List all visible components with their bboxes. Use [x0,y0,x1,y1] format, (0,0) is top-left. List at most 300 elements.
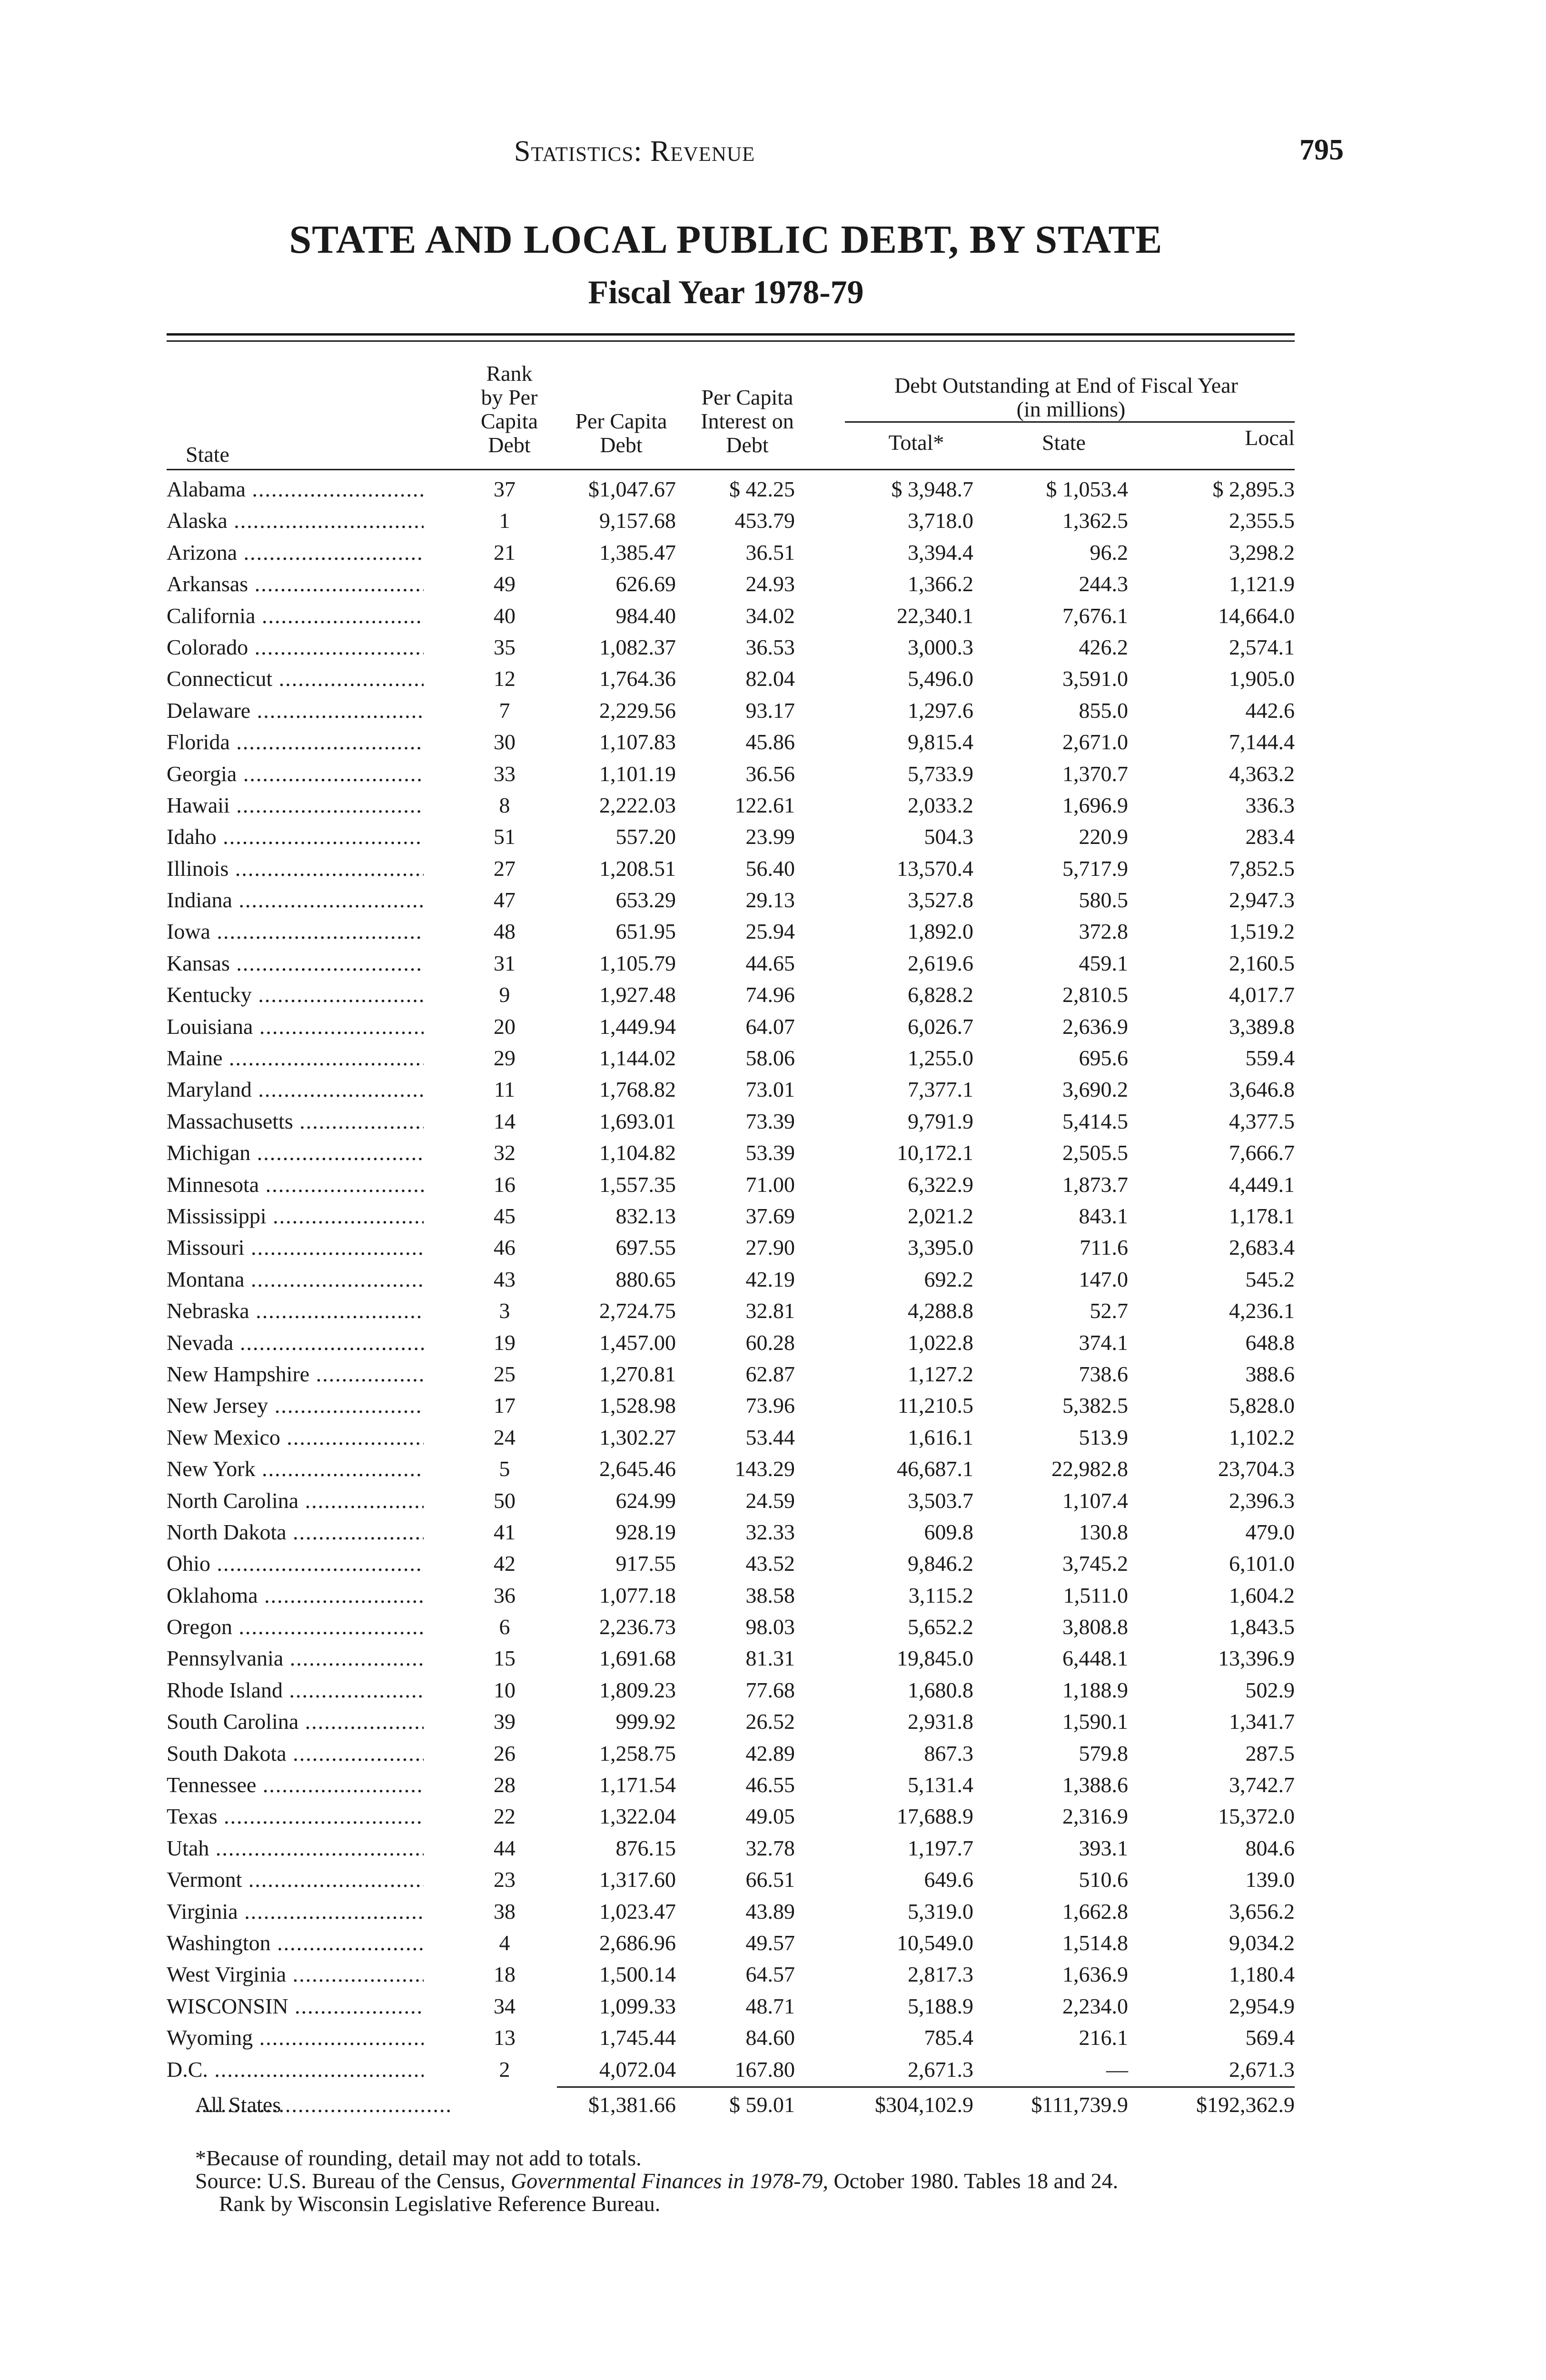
cell-total: 785.4 [924,2025,973,2050]
cell-local: 4,236.1 [1229,1299,1295,1323]
cell-rank: 5 [499,1457,510,1481]
cell-rank: 13 [494,2025,515,2050]
cell-state: Washington ..... [167,1930,424,1955]
cell-rank: 14 [494,1109,515,1133]
table-row [0,2022,1546,2053]
cell-state-amount: 513.9 [1079,1425,1128,1449]
cell-state-amount: 52.7 [1090,1299,1128,1323]
cell-total: 1,255.0 [908,1046,973,1071]
cell-per-capita-debt: 1,144.02 [599,1046,676,1071]
cell-per-capita-debt: 1,107.83 [599,730,676,754]
table-row [0,1042,1546,1074]
table-row [0,1675,1546,1706]
cell-state: Maine ..... [167,1045,424,1071]
cell-state: California ..... [167,603,424,628]
cell-per-capita-debt: 1,023.47 [599,1899,676,1924]
cell-state: South Dakota ..... [167,1741,424,1766]
cell-state: West Virginia ..... [167,1962,424,1987]
cell-rank: 26 [494,1741,515,1765]
cell-per-capita-debt: 1,099.33 [599,1993,676,2018]
cell-state-amount: 711.6 [1080,1235,1128,1260]
header-per-capita-debt: Per Capita Debt [575,409,667,457]
cell-local: 1,604.2 [1229,1583,1295,1607]
cell-state: New Jersey ..... [167,1393,424,1418]
totals-rule [557,2086,1295,2088]
table-row [0,1422,1546,1453]
cell-total: 1,892.0 [908,919,973,944]
cell-rank: 6 [499,1615,510,1639]
cell-total: 22,340.1 [897,603,973,628]
cell-per-capita-interest: 43.89 [745,1899,795,1924]
cell-per-capita-debt: 2,229.56 [599,698,676,723]
cell-local: 7,666.7 [1229,1140,1295,1165]
cell-local: 2,355.5 [1229,508,1295,533]
cell-total: 46,687.1 [897,1457,973,1481]
cell-rank: 20 [494,1014,515,1039]
cell-rank: 24 [494,1425,515,1449]
cell-per-capita-debt: 2,645.46 [599,1457,676,1481]
cell-local: 15,372.0 [1218,1804,1295,1829]
table-row [0,1011,1546,1042]
cell-local: 3,646.8 [1229,1077,1295,1102]
cell-total: 3,000.3 [908,635,973,659]
cell-per-capita-debt: 1,208.51 [599,856,676,881]
cell-per-capita-interest: 25.94 [745,919,795,944]
cell-total: 3,115.2 [908,1583,973,1607]
cell-local: 1,121.9 [1229,572,1295,596]
cell-per-capita-interest: 36.51 [745,540,795,565]
cell-per-capita-debt: 557.20 [615,824,676,849]
table-row [0,537,1546,568]
cell-state-amount: 1,696.9 [1062,793,1128,817]
cell-total: 6,828.2 [908,982,973,1007]
cell-per-capita-debt: 1,302.27 [599,1425,676,1449]
cell-per-capita-interest: 58.06 [745,1046,795,1071]
cell-rank: 7 [499,698,510,723]
table-row [0,790,1546,821]
cell-state-amount: 1,636.9 [1062,1962,1128,1987]
cell-local: 502.9 [1245,1677,1295,1702]
cell-total: 1,616.1 [908,1425,973,1449]
cell-local: $ 2,895.3 [1212,477,1295,501]
cell-total: 7,377.1 [908,1077,973,1102]
cell-total: 1,127.2 [908,1361,973,1386]
cell-local: 4,017.7 [1229,982,1295,1007]
table-row [0,1264,1546,1295]
cell-rank: 38 [494,1899,515,1924]
cell-local: 559.4 [1245,1046,1295,1071]
cell-total: 6,322.9 [908,1172,973,1197]
cell-state: Virginia ..... [167,1899,424,1924]
cell-state-amount: 130.8 [1079,1519,1128,1544]
cell-state-amount: 147.0 [1079,1267,1128,1291]
cell-local: 4,449.1 [1229,1172,1295,1197]
cell-per-capita-debt: 1,171.54 [599,1773,676,1797]
totals-label: All States ..... [195,2092,452,2117]
cell-per-capita-debt: 832.13 [615,1203,676,1228]
cell-total: 609.8 [924,1519,973,1544]
cell-state: New Hampshire ..... [167,1361,424,1387]
header-in-millions: (in millions) [1016,397,1126,421]
cell-state-amount: 579.8 [1079,1741,1128,1765]
cell-state-amount: 2,316.9 [1062,1804,1128,1829]
table-row [0,1137,1546,1169]
cell-local: 2,947.3 [1229,888,1295,912]
cell-per-capita-debt: 2,222.03 [599,793,676,817]
cell-per-capita-interest: 53.44 [745,1425,795,1449]
footnote-rank-source: Rank by Wisconsin Legislative Reference Bureau. [219,2192,661,2216]
cell-state-amount: 2,810.5 [1062,982,1128,1007]
cell-state: North Carolina ..... [167,1488,424,1513]
header-state: State [186,442,229,466]
cell-state-amount: — [1106,2057,1128,2082]
cell-local: 2,160.5 [1229,951,1295,975]
table-row [0,1643,1546,1674]
cell-local: 9,034.2 [1229,1930,1295,1955]
cell-per-capita-interest: 36.53 [745,635,795,659]
table-row [0,1706,1546,1737]
cell-local: 648.8 [1245,1330,1295,1355]
page-number: 795 [1299,134,1344,166]
cell-state: Alaska ..... [167,508,424,533]
cell-local: 336.3 [1245,793,1295,817]
cell-state: South Carolina ..... [167,1709,424,1734]
cell-state: Wyoming ..... [167,2025,424,2050]
cell-per-capita-debt: 2,724.75 [599,1299,676,1323]
cell-total: 4,288.8 [908,1299,973,1323]
cell-total: 2,817.3 [908,1962,973,1987]
cell-total: 5,131.4 [908,1773,973,1797]
cell-per-capita-interest: 32.33 [745,1519,795,1544]
cell-state-amount: 1,873.7 [1062,1172,1128,1197]
cell-state-amount: 2,234.0 [1062,1993,1128,2018]
cell-rank: 40 [494,603,515,628]
cell-per-capita-interest: 82.04 [745,666,795,691]
table-row [0,2054,1546,2085]
table-row [0,1327,1546,1359]
cell-per-capita-debt: 1,449.94 [599,1014,676,1039]
cell-local: 1,905.0 [1229,666,1295,691]
cell-state-amount: 96.2 [1090,540,1128,565]
cell-local: 2,574.1 [1229,635,1295,659]
cell-state: Louisiana ..... [167,1014,424,1039]
cell-local: 4,377.5 [1229,1109,1295,1133]
table-row [0,1864,1546,1895]
cell-per-capita-interest: 42.19 [745,1267,795,1291]
cell-per-capita-interest: 122.61 [734,793,795,817]
cell-state-amount: 843.1 [1079,1203,1128,1228]
cell-rank: 23 [494,1867,515,1892]
cell-state-amount: 695.6 [1079,1046,1128,1071]
cell-rank: 46 [494,1235,515,1260]
cell-local: 388.6 [1245,1361,1295,1386]
cell-local: 804.6 [1245,1835,1295,1860]
footnote-rounding: *Because of rounding, detail may not add to totals. [195,2146,642,2170]
cell-per-capita-interest: 44.65 [745,951,795,975]
table-row [0,1390,1546,1421]
cell-per-capita-debt: 1,745.44 [599,2025,676,2050]
cell-state-amount: 1,362.5 [1062,508,1128,533]
cell-local: 545.2 [1245,1267,1295,1291]
cell-state: Iowa ..... [167,919,424,944]
cell-per-capita-debt: 1,385.47 [599,540,676,565]
cell-state: Rhode Island ..... [167,1677,424,1703]
cell-per-capita-interest: 32.81 [745,1299,795,1323]
table-row [0,758,1546,790]
cell-total: 5,733.9 [908,761,973,786]
cell-state: Georgia ..... [167,761,424,786]
cell-state: Kansas ..... [167,951,424,976]
table-row [0,1801,1546,1832]
cell-total: 10,172.1 [897,1140,973,1165]
header-rank: Rank by Per Capita Debt [480,361,538,457]
cell-per-capita-interest: 167.80 [734,2057,795,2082]
table-row [0,948,1546,979]
cell-state-amount: 1,107.4 [1062,1488,1128,1513]
cell-state: North Dakota ..... [167,1519,424,1545]
cell-total: 10,549.0 [897,1930,973,1955]
cell-total: 19,845.0 [897,1646,973,1671]
cell-total: 13,570.4 [897,856,973,881]
cell-rank: 51 [494,824,515,849]
cell-per-capita-debt: 651.95 [615,919,676,944]
cell-per-capita-interest: 73.96 [745,1393,795,1418]
cell-per-capita-interest: 24.59 [745,1488,795,1513]
cell-per-capita-interest: 53.39 [745,1140,795,1165]
cell-total: 3,718.0 [908,508,973,533]
cell-per-capita-interest: 37.69 [745,1203,795,1228]
cell-per-capita-interest: 60.28 [745,1330,795,1355]
cell-rank: 47 [494,888,515,912]
table-row [0,1074,1546,1105]
cell-local: 2,683.4 [1229,1235,1295,1260]
cell-state-amount: 1,662.8 [1062,1899,1128,1924]
cell-state-amount: 220.9 [1079,824,1128,849]
cell-rank: 49 [494,572,515,596]
cell-per-capita-debt: 653.29 [615,888,676,912]
cell-state: Vermont ..... [167,1867,424,1892]
cell-local: 4,363.2 [1229,761,1295,786]
cell-per-capita-interest: 73.39 [745,1109,795,1133]
table-row [0,1106,1546,1137]
cell-per-capita-interest: 77.68 [745,1677,795,1702]
cell-per-capita-debt: 1,927.48 [599,982,676,1007]
cell-per-capita-interest: 26.52 [745,1709,795,1734]
cell-total: 692.2 [924,1267,973,1291]
cell-local: 2,396.3 [1229,1488,1295,1513]
cell-rank: 48 [494,919,515,944]
cell-per-capita-debt: 1,768.82 [599,1077,676,1102]
cell-rank: 29 [494,1046,515,1071]
cell-local: 1,180.4 [1229,1962,1295,1987]
cell-total: 5,652.2 [908,1615,973,1639]
cell-state: Arkansas ..... [167,571,424,596]
cell-rank: 33 [494,761,515,786]
cell-state: Colorado ..... [167,635,424,660]
table-row [0,1295,1546,1327]
cell-per-capita-interest: 81.31 [745,1646,795,1671]
cell-state-amount: 7,676.1 [1062,603,1128,628]
cell-per-capita-debt: 1,258.75 [599,1741,676,1765]
cell-total: 9,846.2 [908,1551,973,1576]
cell-per-capita-debt: 876.15 [615,1835,676,1860]
cell-local: 3,656.2 [1229,1899,1295,1924]
cell-local: 2,954.9 [1229,1993,1295,2018]
cell-state: WISCONSIN ..... [167,1993,424,2019]
cell-state: Nebraska ..... [167,1298,424,1323]
cell-state-amount: 738.6 [1079,1361,1128,1386]
cell-per-capita-interest: 34.02 [745,603,795,628]
cell-rank: 30 [494,730,515,754]
cell-state-amount: 459.1 [1079,951,1128,975]
cell-total: 1,022.8 [908,1330,973,1355]
table-row [0,1232,1546,1263]
cell-per-capita-debt: 1,317.60 [599,1867,676,1892]
cell-state-amount: $ 1,053.4 [1046,477,1128,501]
cell-state-amount: 5,382.5 [1062,1393,1128,1418]
table-row [0,916,1546,947]
cell-rank: 39 [494,1709,515,1734]
table-row [0,1896,1546,1927]
cell-per-capita-debt: 1,809.23 [599,1677,676,1702]
cell-per-capita-debt: 1,528.98 [599,1393,676,1418]
cell-local: 13,396.9 [1218,1646,1295,1671]
totals-per-capita-interest: $ 59.01 [729,2092,795,2117]
header-state-amount: State [1042,430,1086,455]
cell-total: 3,503.7 [908,1488,973,1513]
cell-rank: 21 [494,540,515,565]
cell-state: Utah ..... [167,1835,424,1861]
cell-state-amount: 510.6 [1079,1867,1128,1892]
cell-rank: 34 [494,1993,515,2018]
cell-state-amount: 1,514.8 [1062,1930,1128,1955]
cell-per-capita-interest: 74.96 [745,982,795,1007]
cell-per-capita-interest: 73.01 [745,1077,795,1102]
table-row [0,853,1546,884]
cell-state-amount: 3,690.2 [1062,1077,1128,1102]
table-row [0,1517,1546,1548]
table-row [0,1359,1546,1390]
top-rule [167,333,1295,336]
cell-local: 139.0 [1245,1867,1295,1892]
header-total: Total* [888,430,944,455]
cell-state: Indiana ..... [167,887,424,912]
cell-rank: 27 [494,856,515,881]
cell-per-capita-interest: 84.60 [745,2025,795,2050]
header-bottom-rule [167,469,1295,470]
cell-local: 14,664.0 [1218,603,1295,628]
cell-per-capita-interest: 32.78 [745,1835,795,1860]
cell-per-capita-debt: 626.69 [615,572,676,596]
cell-total: 11,210.5 [897,1393,973,1418]
cell-per-capita-debt: 880.65 [615,1267,676,1291]
cell-total: 3,394.4 [908,540,973,565]
cell-rank: 17 [494,1393,515,1418]
cell-rank: 22 [494,1804,515,1829]
cell-state: Tennessee ..... [167,1772,424,1797]
cell-per-capita-interest: 46.55 [745,1773,795,1797]
cell-state: Maryland ..... [167,1077,424,1102]
cell-rank: 16 [494,1172,515,1197]
cell-per-capita-debt: 1,322.04 [599,1804,676,1829]
cell-rank: 28 [494,1773,515,1797]
cell-state: Oregon ..... [167,1614,424,1639]
cell-per-capita-debt: 1,691.68 [599,1646,676,1671]
header-per-capita-interest: Per Capita Interest on Debt [701,385,794,457]
cell-state-amount: 3,745.2 [1062,1551,1128,1576]
cell-total: 867.3 [924,1741,973,1765]
table-title: STATE AND LOCAL PUBLIC DEBT, BY STATE [289,218,1163,262]
cell-per-capita-interest: 71.00 [745,1172,795,1197]
table-row [0,1580,1546,1611]
cell-per-capita-debt: 999.92 [615,1709,676,1734]
cell-local: 23,704.3 [1218,1457,1295,1481]
cell-rank: 4 [499,1930,510,1955]
cell-state-amount: 3,808.8 [1062,1615,1128,1639]
cell-state: Minnesota ..... [167,1172,424,1197]
table-row [0,600,1546,632]
table-row [0,1485,1546,1517]
cell-local: 569.4 [1245,2025,1295,2050]
cell-per-capita-debt: 928.19 [615,1519,676,1544]
cell-per-capita-interest: 24.93 [745,572,795,596]
cell-state-amount: 2,636.9 [1062,1014,1128,1039]
cell-state-amount: 5,414.5 [1062,1109,1128,1133]
cell-per-capita-interest: 62.87 [745,1361,795,1386]
cell-state-amount: 372.8 [1079,919,1128,944]
cell-per-capita-debt: 1,077.18 [599,1583,676,1607]
cell-rank: 44 [494,1835,515,1860]
cell-per-capita-debt: 4,072.04 [599,2057,676,2082]
cell-per-capita-debt: 1,557.35 [599,1172,676,1197]
table-row [0,1453,1546,1485]
cell-per-capita-debt: 917.55 [615,1551,676,1576]
running-head: Statistics: Revenue [514,135,755,168]
table-row [0,884,1546,916]
header-local: Local [1245,426,1295,450]
cell-state-amount: 2,505.5 [1062,1140,1128,1165]
cell-state: Nevada ..... [167,1330,424,1355]
cell-rank: 35 [494,635,515,659]
cell-per-capita-interest: 98.03 [745,1615,795,1639]
cell-rank: 50 [494,1488,515,1513]
footnote-source: Source: U.S. Bureau of the Census, Governmental Finances in 1978-79, October 1980. Tables 18 and 24. [195,2169,1119,2193]
table-row [0,1738,1546,1769]
cell-state-amount: 580.5 [1079,888,1128,912]
cell-rank: 25 [494,1361,515,1386]
cell-rank: 1 [499,508,510,533]
cell-per-capita-debt: 1,693.01 [599,1109,676,1133]
cell-rank: 45 [494,1203,515,1228]
cell-local: 479.0 [1245,1519,1295,1544]
cell-per-capita-debt: 1,105.79 [599,951,676,975]
cell-total: 2,671.3 [908,2057,973,2082]
cell-total: 2,931.8 [908,1709,973,1734]
cell-total: 5,188.9 [908,1993,973,2018]
cell-state: Missouri ..... [167,1235,424,1260]
cell-rank: 11 [494,1077,515,1102]
cell-rank: 37 [494,477,515,501]
cell-total: 2,619.6 [908,951,973,975]
cell-state-amount: 1,511.0 [1063,1583,1128,1607]
cell-per-capita-debt: 984.40 [615,603,676,628]
cell-state: Arizona ..... [167,540,424,565]
table-row [0,1169,1546,1200]
cell-total: 17,688.9 [897,1804,973,1829]
cell-state: Idaho ..... [167,824,424,849]
cell-local: 2,671.3 [1229,2057,1295,2082]
cell-state: Connecticut ..... [167,666,424,691]
